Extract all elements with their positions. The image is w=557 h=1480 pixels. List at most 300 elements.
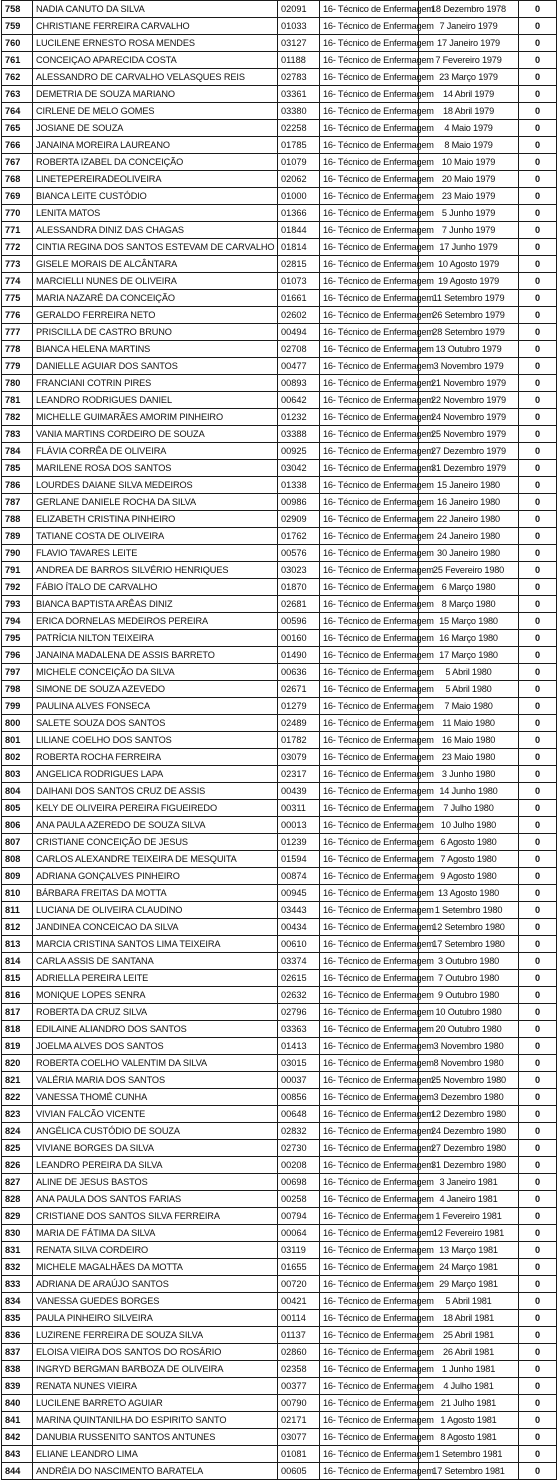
- score-cell: 0: [519, 1395, 557, 1412]
- registration-cell: 00037: [278, 1072, 320, 1089]
- score-cell: 0: [519, 800, 557, 817]
- registration-cell: 00648: [278, 1106, 320, 1123]
- score-cell: 0: [519, 885, 557, 902]
- registration-cell: 02909: [278, 511, 320, 528]
- name-cell: ANA PAULA DOS SANTOS FARIAS: [33, 1191, 278, 1208]
- birth-date-cell: 3 Junho 1980: [419, 766, 519, 783]
- position-cell: 16- Técnico de Enfermagem: [320, 1174, 419, 1191]
- position-cell: 16- Técnico de Enfermagem: [320, 426, 419, 443]
- birth-date-cell: 24 Março 1981: [419, 1259, 519, 1276]
- birth-date-cell: 24 Novembro 1979: [419, 409, 519, 426]
- table-row: [2, 409, 557, 426]
- birth-date-cell: 12 Setembro 1980: [419, 919, 519, 936]
- table-row: [2, 698, 557, 715]
- score-cell: 0: [519, 1191, 557, 1208]
- registration-cell: 01844: [278, 222, 320, 239]
- name-cell: KELY DE OLIVEIRA PEREIRA FIGUEIREDO: [33, 800, 278, 817]
- birth-date-cell: 5 Abril 1980: [419, 664, 519, 681]
- table-row: [2, 1327, 557, 1344]
- birth-date-cell: 21 Julho 1981: [419, 1395, 519, 1412]
- name-cell: SIMONE DE SOUZA AZEVEDO: [33, 681, 278, 698]
- table-row: [2, 256, 557, 273]
- position-cell: 16- Técnico de Enfermagem: [320, 69, 419, 86]
- table-row: [2, 1140, 557, 1157]
- table-row: [2, 358, 557, 375]
- position-cell: 16- Técnico de Enfermagem: [320, 1225, 419, 1242]
- name-cell: JANDINEA CONCEICAO DA SILVA: [33, 919, 278, 936]
- name-cell: PAULA PINHEIRO SILVEIRA: [33, 1310, 278, 1327]
- position-cell: 16- Técnico de Enfermagem: [320, 375, 419, 392]
- score-cell: 0: [519, 18, 557, 35]
- name-cell: CARLOS ALEXANDRE TEIXEIRA DE MESQUITA: [33, 851, 278, 868]
- rank-cell: 810: [2, 885, 33, 902]
- position-cell: 16- Técnico de Enfermagem: [320, 477, 419, 494]
- name-cell: ADRIELLA PEREIRA LEITE: [33, 970, 278, 987]
- table-row: [2, 936, 557, 953]
- position-cell: 16- Técnico de Enfermagem: [320, 1072, 419, 1089]
- position-cell: 16- Técnico de Enfermagem: [320, 171, 419, 188]
- table-row: [2, 1293, 557, 1310]
- birth-date-cell: 3 Novembro 1979: [419, 358, 519, 375]
- birth-date-cell: 1 Agosto 1981: [419, 1412, 519, 1429]
- score-cell: 0: [519, 562, 557, 579]
- table-row: [2, 1106, 557, 1123]
- score-cell: 0: [519, 1055, 557, 1072]
- name-cell: GISELE MORAIS DE ALCÂNTARA: [33, 256, 278, 273]
- position-cell: 16- Técnico de Enfermagem: [320, 1293, 419, 1310]
- name-cell: GERALDO FERREIRA NETO: [33, 307, 278, 324]
- birth-date-cell: 16 Maio 1980: [419, 732, 519, 749]
- position-cell: 16- Técnico de Enfermagem: [320, 290, 419, 307]
- birth-date-cell: 7 Julho 1980: [419, 800, 519, 817]
- position-cell: 16- Técnico de Enfermagem: [320, 1259, 419, 1276]
- table-row: [2, 987, 557, 1004]
- name-cell: LUCILENE BARRETO AGUIAR: [33, 1395, 278, 1412]
- rank-cell: 837: [2, 1344, 33, 1361]
- birth-date-cell: 15 Janeiro 1980: [419, 477, 519, 494]
- table-row: [2, 222, 557, 239]
- table-row: [2, 749, 557, 766]
- score-cell: 0: [519, 681, 557, 698]
- score-cell: 0: [519, 987, 557, 1004]
- position-cell: 16- Técnico de Enfermagem: [320, 545, 419, 562]
- name-cell: SALETE SOUZA DOS SANTOS: [33, 715, 278, 732]
- table-row: [2, 664, 557, 681]
- name-cell: VALÉRIA MARIA DOS SANTOS: [33, 1072, 278, 1089]
- position-cell: 16- Técnico de Enfermagem: [320, 188, 419, 205]
- registration-cell: 00856: [278, 1089, 320, 1106]
- registration-cell: 01239: [278, 834, 320, 851]
- table-row: [2, 120, 557, 137]
- name-cell: JANAINA MOREIRA LAUREANO: [33, 137, 278, 154]
- registration-cell: 00642: [278, 392, 320, 409]
- rank-cell: 802: [2, 749, 33, 766]
- position-cell: 16- Técnico de Enfermagem: [320, 409, 419, 426]
- table-row: [2, 18, 557, 35]
- position-cell: 16- Técnico de Enfermagem: [320, 222, 419, 239]
- registration-cell: 02062: [278, 171, 320, 188]
- table-row: [2, 545, 557, 562]
- score-cell: 0: [519, 256, 557, 273]
- registration-cell: 02796: [278, 1004, 320, 1021]
- position-cell: 16- Técnico de Enfermagem: [320, 1140, 419, 1157]
- birth-date-cell: 6 Março 1980: [419, 579, 519, 596]
- rank-cell: 765: [2, 120, 33, 137]
- registration-cell: 02783: [278, 69, 320, 86]
- position-cell: 16- Técnico de Enfermagem: [320, 205, 419, 222]
- position-cell: 16- Técnico de Enfermagem: [320, 783, 419, 800]
- name-cell: MARIA NAZARÉ DA CONCEIÇÃO: [33, 290, 278, 307]
- position-cell: 16- Técnico de Enfermagem: [320, 1021, 419, 1038]
- score-cell: 0: [519, 1242, 557, 1259]
- score-cell: 0: [519, 1344, 557, 1361]
- rank-cell: 788: [2, 511, 33, 528]
- rank-cell: 829: [2, 1208, 33, 1225]
- registration-cell: 02671: [278, 681, 320, 698]
- rank-cell: 798: [2, 681, 33, 698]
- table-row: [2, 1242, 557, 1259]
- score-cell: 0: [519, 1157, 557, 1174]
- score-cell: 0: [519, 647, 557, 664]
- table-row: [2, 562, 557, 579]
- name-cell: ANDRÉIA DO NASCIMENTO BARATELA: [33, 1463, 278, 1480]
- score-cell: 0: [519, 1276, 557, 1293]
- score-cell: 0: [519, 409, 557, 426]
- position-cell: 16- Técnico de Enfermagem: [320, 35, 419, 52]
- name-cell: MICHELE CONCEIÇÃO DA SILVA: [33, 664, 278, 681]
- name-cell: ERICA DORNELAS MEDEIROS PEREIRA: [33, 613, 278, 630]
- registration-cell: 03388: [278, 426, 320, 443]
- score-cell: 0: [519, 290, 557, 307]
- name-cell: BÁRBARA FREITAS DA MOTTA: [33, 885, 278, 902]
- table-row: [2, 86, 557, 103]
- birth-date-cell: 1 Fevereiro 1981: [419, 1208, 519, 1225]
- name-cell: DAIHANI DOS SANTOS CRUZ DE ASSIS: [33, 783, 278, 800]
- position-cell: 16- Técnico de Enfermagem: [320, 528, 419, 545]
- rank-cell: 768: [2, 171, 33, 188]
- score-cell: 0: [519, 1140, 557, 1157]
- rank-cell: 836: [2, 1327, 33, 1344]
- name-cell: ALESSANDRA DINIZ DAS CHAGAS: [33, 222, 278, 239]
- position-cell: 16- Técnico de Enfermagem: [320, 1, 419, 18]
- rank-cell: 789: [2, 528, 33, 545]
- rank-cell: 833: [2, 1276, 33, 1293]
- score-cell: 0: [519, 35, 557, 52]
- rank-cell: 812: [2, 919, 33, 936]
- position-cell: 16- Técnico de Enfermagem: [320, 239, 419, 256]
- position-cell: 16- Técnico de Enfermagem: [320, 1055, 419, 1072]
- name-cell: FLÁVIA CORRÊA DE OLIVEIRA: [33, 443, 278, 460]
- score-cell: 0: [519, 1429, 557, 1446]
- registration-cell: 00986: [278, 494, 320, 511]
- table-row: [2, 477, 557, 494]
- position-cell: 16- Técnico de Enfermagem: [320, 1038, 419, 1055]
- name-cell: RENATA SILVA CORDEIRO: [33, 1242, 278, 1259]
- rank-cell: 760: [2, 35, 33, 52]
- score-cell: 0: [519, 1004, 557, 1021]
- registration-cell: 01279: [278, 698, 320, 715]
- score-cell: 0: [519, 1225, 557, 1242]
- table-row: [2, 1, 557, 18]
- birth-date-cell: 25 Fevereiro 1980: [419, 562, 519, 579]
- position-cell: 16- Técnico de Enfermagem: [320, 1378, 419, 1395]
- name-cell: FÁBIO ÍTALO DE CARVALHO: [33, 579, 278, 596]
- rank-cell: 818: [2, 1021, 33, 1038]
- position-cell: 16- Técnico de Enfermagem: [320, 902, 419, 919]
- score-cell: 0: [519, 528, 557, 545]
- birth-date-cell: 17 Março 1980: [419, 647, 519, 664]
- position-cell: 16- Técnico de Enfermagem: [320, 647, 419, 664]
- table-row: [2, 426, 557, 443]
- name-cell: MARILENE ROSA DOS SANTOS: [33, 460, 278, 477]
- position-cell: 16- Técnico de Enfermagem: [320, 443, 419, 460]
- birth-date-cell: 11 Setembro 1979: [419, 290, 519, 307]
- position-cell: 16- Técnico de Enfermagem: [320, 120, 419, 137]
- rank-cell: 791: [2, 562, 33, 579]
- position-cell: 16- Técnico de Enfermagem: [320, 732, 419, 749]
- name-cell: ROBERTA DA CRUZ SILVA: [33, 1004, 278, 1021]
- rank-cell: 841: [2, 1412, 33, 1429]
- rank-cell: 821: [2, 1072, 33, 1089]
- registration-cell: 01081: [278, 1446, 320, 1463]
- name-cell: ELOISA VIEIRA DOS SANTOS DO ROSÁRIO: [33, 1344, 278, 1361]
- rank-cell: 799: [2, 698, 33, 715]
- registration-cell: 02615: [278, 970, 320, 987]
- table-row: [2, 103, 557, 120]
- position-cell: 16- Técnico de Enfermagem: [320, 1089, 419, 1106]
- name-cell: CARLA ASSIS DE SANTANA: [33, 953, 278, 970]
- registration-cell: 00439: [278, 783, 320, 800]
- name-cell: LUZIRENE FERREIRA DE SOUZA SILVA: [33, 1327, 278, 1344]
- table-row: [2, 528, 557, 545]
- registration-cell: 03042: [278, 460, 320, 477]
- table-row: [2, 1429, 557, 1446]
- rank-cell: 764: [2, 103, 33, 120]
- registration-cell: 01232: [278, 409, 320, 426]
- score-cell: 0: [519, 443, 557, 460]
- rank-cell: 781: [2, 392, 33, 409]
- name-cell: ADRIANA DE ARAÚJO SANTOS: [33, 1276, 278, 1293]
- score-cell: 0: [519, 630, 557, 647]
- birth-date-cell: 3 Outubro 1980: [419, 953, 519, 970]
- position-cell: 16- Técnico de Enfermagem: [320, 1327, 419, 1344]
- registration-cell: 00114: [278, 1310, 320, 1327]
- score-cell: 0: [519, 205, 557, 222]
- rank-cell: 762: [2, 69, 33, 86]
- score-cell: 0: [519, 953, 557, 970]
- birth-date-cell: 10 Maio 1979: [419, 154, 519, 171]
- table-row: [2, 596, 557, 613]
- score-cell: 0: [519, 86, 557, 103]
- rank-cell: 779: [2, 358, 33, 375]
- position-cell: 16- Técnico de Enfermagem: [320, 511, 419, 528]
- birth-date-cell: 4 Janeiro 1981: [419, 1191, 519, 1208]
- rank-cell: 787: [2, 494, 33, 511]
- registration-cell: 02730: [278, 1140, 320, 1157]
- position-cell: 16- Técnico de Enfermagem: [320, 1004, 419, 1021]
- name-cell: JOELMA ALVES DOS SANTOS: [33, 1038, 278, 1055]
- registration-cell: 01814: [278, 239, 320, 256]
- position-cell: 16- Técnico de Enfermagem: [320, 749, 419, 766]
- table-row: [2, 1395, 557, 1412]
- rank-cell: 817: [2, 1004, 33, 1021]
- registration-cell: 02681: [278, 596, 320, 613]
- name-cell: ANDREA DE BARROS SILVÉRIO HENRIQUES: [33, 562, 278, 579]
- position-cell: 16- Técnico de Enfermagem: [320, 936, 419, 953]
- rank-cell: 794: [2, 613, 33, 630]
- birth-date-cell: 7 Junho 1979: [419, 222, 519, 239]
- rank-cell: 778: [2, 341, 33, 358]
- table-row: [2, 1174, 557, 1191]
- position-cell: 16- Técnico de Enfermagem: [320, 1157, 419, 1174]
- score-cell: 0: [519, 171, 557, 188]
- score-cell: 0: [519, 1412, 557, 1429]
- table-row: [2, 443, 557, 460]
- name-cell: DEMETRIA DE SOUZA MARIANO: [33, 86, 278, 103]
- name-cell: VIVIAN FALCÃO VICENTE: [33, 1106, 278, 1123]
- score-cell: 0: [519, 596, 557, 613]
- score-cell: 0: [519, 545, 557, 562]
- score-cell: 0: [519, 766, 557, 783]
- position-cell: 16- Técnico de Enfermagem: [320, 137, 419, 154]
- table-row: [2, 52, 557, 69]
- registration-cell: 01785: [278, 137, 320, 154]
- table-row: [2, 1089, 557, 1106]
- position-cell: 16- Técnico de Enfermagem: [320, 1310, 419, 1327]
- score-cell: 0: [519, 341, 557, 358]
- registration-cell: 03363: [278, 1021, 320, 1038]
- birth-date-cell: 8 Novembro 1980: [419, 1055, 519, 1072]
- name-cell: ELIANE LEANDRO LIMA: [33, 1446, 278, 1463]
- score-cell: 0: [519, 732, 557, 749]
- registration-cell: 02171: [278, 1412, 320, 1429]
- birth-date-cell: 15 Março 1980: [419, 613, 519, 630]
- table-row: [2, 1310, 557, 1327]
- position-cell: 16- Técnico de Enfermagem: [320, 1463, 419, 1480]
- table-row: [2, 800, 557, 817]
- registration-cell: 00720: [278, 1276, 320, 1293]
- table-row: [2, 1072, 557, 1089]
- registration-cell: 02258: [278, 120, 320, 137]
- score-cell: 0: [519, 1361, 557, 1378]
- score-cell: 0: [519, 919, 557, 936]
- birth-date-cell: 23 Março 1979: [419, 69, 519, 86]
- birth-date-cell: 4 Maio 1979: [419, 120, 519, 137]
- registration-cell: 01661: [278, 290, 320, 307]
- birth-date-cell: 13 Outubro 1979: [419, 341, 519, 358]
- score-cell: 0: [519, 1463, 557, 1480]
- rank-cell: 805: [2, 800, 33, 817]
- registration-cell: 03380: [278, 103, 320, 120]
- table-row: [2, 1378, 557, 1395]
- registration-cell: 00794: [278, 1208, 320, 1225]
- score-cell: 0: [519, 1038, 557, 1055]
- rank-cell: 796: [2, 647, 33, 664]
- name-cell: MICHELE MAGALHÃES DA MOTTA: [33, 1259, 278, 1276]
- table-row: [2, 630, 557, 647]
- birth-date-cell: 27 Dezembro 1980: [419, 1140, 519, 1157]
- rank-cell: 808: [2, 851, 33, 868]
- registration-cell: 02317: [278, 766, 320, 783]
- position-cell: 16- Técnico de Enfermagem: [320, 1106, 419, 1123]
- score-cell: 0: [519, 120, 557, 137]
- candidate-table: [1, 0, 557, 1480]
- registration-cell: 00925: [278, 443, 320, 460]
- rank-cell: 809: [2, 868, 33, 885]
- birth-date-cell: 16 Janeiro 1980: [419, 494, 519, 511]
- registration-cell: 01366: [278, 205, 320, 222]
- birth-date-cell: 17 Junho 1979: [419, 239, 519, 256]
- table-row: [2, 1191, 557, 1208]
- score-cell: 0: [519, 1259, 557, 1276]
- registration-cell: 00893: [278, 375, 320, 392]
- name-cell: GERLANE DANIELE ROCHA DA SILVA: [33, 494, 278, 511]
- rank-cell: 804: [2, 783, 33, 800]
- name-cell: ALESSANDRO DE CARVALHO VELASQUES REIS: [33, 69, 278, 86]
- score-cell: 0: [519, 902, 557, 919]
- rank-cell: 811: [2, 902, 33, 919]
- rank-cell: 758: [2, 1, 33, 18]
- position-cell: 16- Técnico de Enfermagem: [320, 953, 419, 970]
- registration-cell: 00698: [278, 1174, 320, 1191]
- table-row: [2, 919, 557, 936]
- name-cell: RENATA NUNES VIEIRA: [33, 1378, 278, 1395]
- score-cell: 0: [519, 1106, 557, 1123]
- registration-cell: 03127: [278, 35, 320, 52]
- rank-cell: 793: [2, 596, 33, 613]
- position-cell: 16- Técnico de Enfermagem: [320, 1395, 419, 1412]
- score-cell: 0: [519, 698, 557, 715]
- rank-cell: 822: [2, 1089, 33, 1106]
- registration-cell: 01870: [278, 579, 320, 596]
- registration-cell: 00377: [278, 1378, 320, 1395]
- table-row: [2, 885, 557, 902]
- birth-date-cell: 16 Março 1980: [419, 630, 519, 647]
- position-cell: 16- Técnico de Enfermagem: [320, 341, 419, 358]
- name-cell: CRISTIANE DOS SANTOS SILVA FERREIRA: [33, 1208, 278, 1225]
- name-cell: LEANDRO PEREIRA DA SILVA: [33, 1157, 278, 1174]
- table-row: [2, 1055, 557, 1072]
- name-cell: JOSIANE DE SOUZA: [33, 120, 278, 137]
- registration-cell: 01490: [278, 647, 320, 664]
- registration-cell: 03023: [278, 562, 320, 579]
- name-cell: LUCIANA DE OLIVEIRA CLAUDINO: [33, 902, 278, 919]
- rank-cell: 790: [2, 545, 33, 562]
- registration-cell: 00636: [278, 664, 320, 681]
- position-cell: 16- Técnico de Enfermagem: [320, 86, 419, 103]
- birth-date-cell: 27 Dezembro 1979: [419, 443, 519, 460]
- birth-date-cell: 7 Agosto 1980: [419, 851, 519, 868]
- position-cell: 16- Técnico de Enfermagem: [320, 681, 419, 698]
- name-cell: CONCEIÇAO APARECIDA COSTA: [33, 52, 278, 69]
- registration-cell: 00208: [278, 1157, 320, 1174]
- name-cell: LEANDRO RODRIGUES DANIEL: [33, 392, 278, 409]
- score-cell: 0: [519, 783, 557, 800]
- name-cell: ROBERTA COELHO VALENTIM DA SILVA: [33, 1055, 278, 1072]
- score-cell: 0: [519, 103, 557, 120]
- candidate-table-body: [2, 1, 557, 1480]
- birth-date-cell: 8 Maio 1979: [419, 137, 519, 154]
- table-row: [2, 715, 557, 732]
- name-cell: ANGÉLICA CUSTÓDIO DE SOUZA: [33, 1123, 278, 1140]
- table-row: [2, 171, 557, 188]
- score-cell: 0: [519, 188, 557, 205]
- name-cell: LUCILENE ERNESTO ROSA MENDES: [33, 35, 278, 52]
- name-cell: ELIZABETH CRISTINA PINHEIRO: [33, 511, 278, 528]
- score-cell: 0: [519, 494, 557, 511]
- score-cell: 0: [519, 511, 557, 528]
- score-cell: 0: [519, 358, 557, 375]
